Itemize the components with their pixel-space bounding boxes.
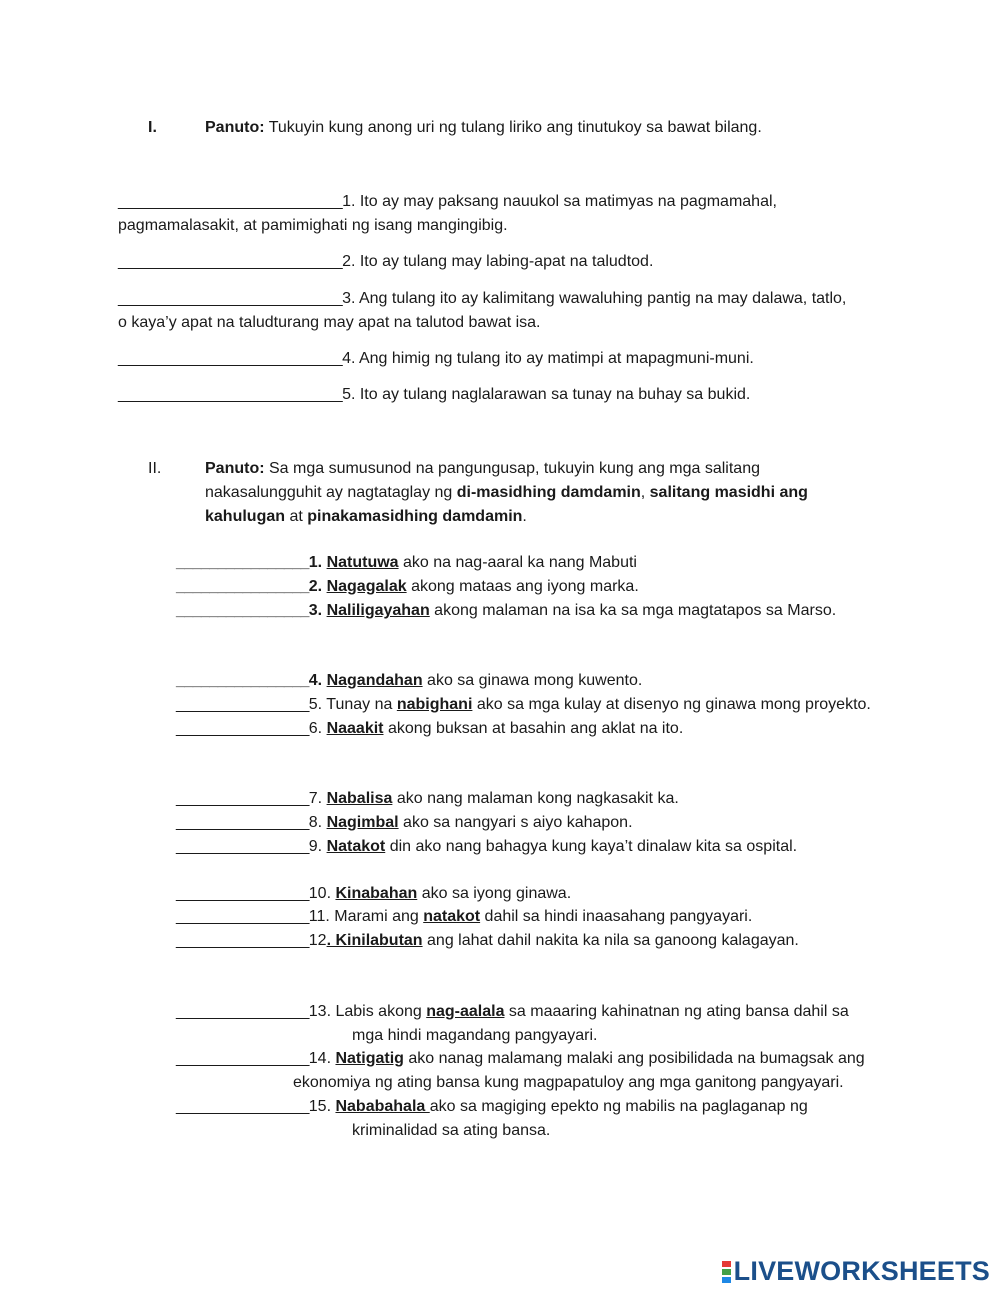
s2-item-13: ________________13. Labis akong nag-aalala sa maaaring kahinatnan ng ating bansa dahil sa [176, 1003, 849, 1020]
section-2-numeral: II. [148, 460, 162, 477]
s2-item-3: ________________3. Naliligayahan akong malaman na isa ka sa mga magtatapos sa Marso. [176, 602, 837, 619]
section-1-heading [148, 118, 762, 138]
logo-box-blue [722, 1277, 731, 1283]
answer-blank[interactable]: ________________ [176, 602, 309, 619]
item-text: 4. Ang himig ng tulang ito ay matimpi at mapagmuni-muni. [342, 350, 754, 367]
answer-blank[interactable]: ________________ [176, 1050, 309, 1067]
item-text: 1. Ito ay may paksang nauukol sa matimyas na pagmamahal, [342, 193, 777, 210]
s2-item-14-cont: ekonomiya ng ating bansa kung magpapatuloy ang mga ganitong pangyayari. [293, 1074, 844, 1091]
logo-box-green [722, 1269, 731, 1275]
keyword: Nagandahan [326, 672, 423, 689]
s2-item-14: ________________14. Natigatig ako nanag malamang malaki ang posibilidada na bumagsak ang [176, 1050, 865, 1067]
section-2-instruction-line-1: Panuto: Sa mga sumusunod na pangungusap, tukuyin kung ang mga salitang [205, 460, 760, 477]
keyword: Kinabahan [335, 885, 418, 902]
s2-item-6: ________________6. Naaakit akong buksan at basahin ang aklat na ito. [176, 720, 684, 737]
answer-blank[interactable]: ________________ [176, 554, 309, 571]
s2-item-5: ________________5. Tunay na nabighani ako sa mga kulay at disenyo ng ginawa mong proyekto. [176, 696, 871, 713]
section-2-instruction-line-2: nakasalungguhit ay nagtataglay ng di-masidhing damdamin, salitang masidhi ang [205, 484, 808, 501]
section-1-label: Panuto: [205, 119, 265, 136]
s1-item-1 [118, 192, 777, 212]
answer-blank[interactable]: ________________ [176, 790, 309, 807]
keyword: Nababahala [335, 1098, 430, 1115]
s2-item-10: ________________10. Kinabahan ako sa iyong ginawa. [176, 885, 572, 902]
answer-blank[interactable]: ________________ [176, 908, 309, 925]
s2-item-11: ________________11. Marami ang natakot dahil sa hindi inaasahang pangyayari. [176, 908, 753, 925]
item-text: 5. Ito ay tulang naglalarawan sa tunay na buhay sa bukid. [342, 386, 751, 403]
liveworksheets-logo [722, 1256, 990, 1287]
s1-item-4 [118, 349, 754, 369]
keyword: Nagagalak [326, 578, 407, 595]
answer-blank[interactable]: ________________ [176, 932, 309, 949]
section-1-instruction: Tukuyin kung anong uri ng tulang liriko ang tinutukoy sa bawat bilang. [264, 119, 762, 136]
answer-blank[interactable]: ________________ [176, 1003, 309, 1020]
s2-item-2: ________________2. Nagagalak akong mataas ang iyong marka. [176, 578, 639, 595]
answer-blank[interactable]: ________________ [176, 578, 309, 595]
keyword: Naaakit [326, 720, 384, 737]
s2-item-15: ________________15. Nababahala ako sa magiging epekto ng mabilis na paglaganap ng [176, 1098, 808, 1115]
s2-item-12: ________________12. Kinilabutan ang lahat dahil nakita ka nila sa ganoong kalagayan. [176, 932, 799, 949]
answer-blank[interactable]: ________________ [176, 885, 309, 902]
answer-blank[interactable]: ___________________________ [118, 386, 343, 403]
answer-blank[interactable]: ________________ [176, 838, 309, 855]
keyword: Natigatig [335, 1050, 404, 1067]
keyword: Natakot [326, 838, 386, 855]
answer-blank[interactable]: ________________ [176, 672, 309, 689]
s1-item-1-cont: pagmamalasakit, at pamimighati ng isang mangingibig. [118, 217, 508, 234]
s2-item-8: ________________8. Nagimbal ako sa nangyari s aiyo kahapon. [176, 814, 633, 831]
section-2-instruction-line-3: kahulugan at pinakamasidhing damdamin. [205, 508, 527, 525]
answer-blank[interactable]: ________________ [176, 720, 309, 737]
section-2-label: Panuto: [205, 460, 265, 477]
s1-item-3-cont: o kaya’y apat na taludturang may apat na talutod bawat isa. [118, 314, 541, 331]
keyword: nabighani [396, 696, 473, 713]
keyword: Natutuwa [326, 554, 399, 571]
s1-item-3 [118, 289, 846, 309]
s2-item-13-cont: mga hindi magandang pangyayari. [352, 1027, 598, 1044]
logo-icon [722, 1261, 731, 1283]
item-text: 3. Ang tulang ito ay kalimitang wawaluhing pantig na may dalawa, tatlo, [342, 290, 847, 307]
keyword: . Kinilabutan [326, 932, 423, 949]
logo-text: LIVEWORKSHEETS [733, 1256, 990, 1286]
s2-item-9: ________________9. Natakot din ako nang bahagya kung kaya’t dinalaw kita sa ospital. [176, 838, 798, 855]
answer-blank[interactable]: ________________ [176, 1098, 309, 1115]
s2-item-15-cont: kriminalidad sa ating bansa. [352, 1122, 551, 1139]
answer-blank[interactable]: ___________________________ [118, 350, 343, 367]
answer-blank[interactable]: ___________________________ [118, 193, 343, 210]
s2-item-7: ________________7. Nabalisa ako nang malaman kong nagkasakit ka. [176, 790, 679, 807]
logo-box-red [722, 1261, 731, 1267]
s2-item-1: ________________1. Natutuwa ako na nag-aaral ka nang Mabuti [176, 554, 637, 571]
keyword: natakot [423, 908, 481, 925]
item-text: 2. Ito ay tulang may labing-apat na taludtod. [342, 253, 654, 270]
s2-item-4: ________________4. Nagandahan ako sa ginawa mong kuwento. [176, 672, 643, 689]
keyword: Naliligayahan [326, 602, 430, 619]
keyword: Nabalisa [326, 790, 393, 807]
answer-blank[interactable]: ___________________________ [118, 253, 343, 270]
answer-blank[interactable]: ________________ [176, 696, 309, 713]
s1-item-5 [118, 385, 750, 405]
answer-blank[interactable]: ________________ [176, 814, 309, 831]
s1-item-2 [118, 252, 653, 272]
keyword: Nagimbal [326, 814, 399, 831]
answer-blank[interactable]: ___________________________ [118, 290, 343, 307]
keyword: nag-aalala [426, 1003, 505, 1020]
section-1-numeral: I. [148, 119, 157, 136]
